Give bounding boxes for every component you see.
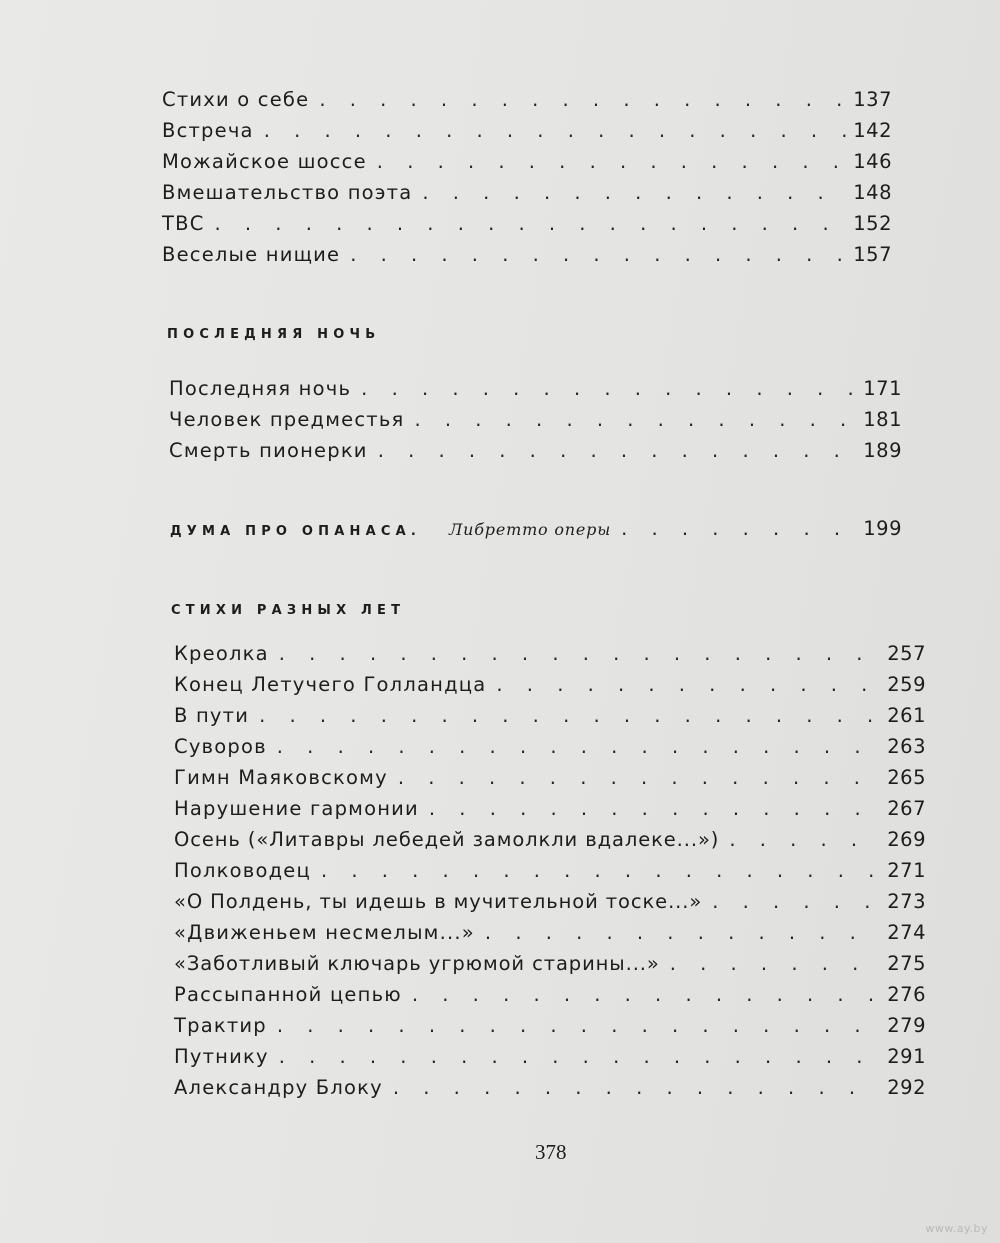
entry-title: Конец Летучего Голландца [174, 673, 487, 696]
toc-group-4 [174, 642, 926, 1107]
dot-leader [729, 828, 881, 851]
entry-title: Человек предместья [169, 408, 405, 431]
toc-entry [174, 952, 926, 983]
dot-leader [412, 983, 881, 1006]
dot-leader [361, 377, 857, 400]
dot-leader [277, 735, 881, 758]
entry-title: «О Полдень, ты идешь в мучительной тоске...» [174, 890, 703, 913]
toc-entry [174, 983, 926, 1014]
dot-leader [378, 439, 858, 462]
dot-leader [712, 890, 881, 913]
toc-group-2 [169, 377, 902, 470]
entry-title: Встреча [162, 119, 254, 142]
entry-page: 269 [887, 828, 926, 851]
dot-leader [321, 859, 881, 882]
dot-leader [414, 408, 857, 431]
toc-entry [162, 212, 892, 243]
toc-entry [174, 859, 926, 890]
entry-title: Последняя ночь [169, 377, 352, 400]
section-heading: СТИХИ РАЗНЫХ ЛЕТ [171, 603, 406, 618]
entry-title: «Заботливый ключарь угрюмой старины...» [174, 952, 660, 975]
entry-page: 189 [863, 439, 902, 462]
entry-title: Трактир [174, 1014, 267, 1037]
dot-leader [429, 797, 881, 820]
entry-title: Гимн Маяковскому [174, 766, 388, 789]
entry-page: 292 [887, 1076, 926, 1099]
entry-page: 279 [887, 1014, 926, 1037]
entry-page: 261 [887, 704, 926, 727]
toc-entry [174, 797, 926, 828]
entry-title: Рассыпанной цепью [174, 983, 402, 1006]
entry-title: Путнику [174, 1045, 269, 1068]
entry-page: 259 [887, 673, 926, 696]
entry-page: 291 [887, 1045, 926, 1068]
toc-group-1 [162, 88, 892, 274]
entry-page: 181 [863, 408, 902, 431]
toc-entry [170, 517, 902, 548]
entry-title: Можайское шоссе [162, 150, 367, 173]
toc-entry [174, 642, 926, 673]
dot-leader [496, 673, 881, 696]
watermark: www.ay.by [925, 1222, 988, 1235]
dot-leader [319, 88, 847, 111]
toc-entry [162, 119, 892, 150]
dot-leader [398, 766, 881, 789]
entry-page: 157 [853, 243, 892, 266]
toc-entry [169, 439, 902, 470]
dot-leader [279, 1045, 882, 1068]
toc-entry [174, 766, 926, 797]
toc-entry [174, 735, 926, 766]
entry-page: 152 [853, 212, 892, 235]
toc-entry [174, 921, 926, 952]
entry-subtitle: Либретто оперы [448, 520, 612, 539]
entry-title: В пути [174, 704, 250, 727]
entry-page: 148 [853, 181, 892, 204]
toc-entry [169, 377, 902, 408]
toc-entry [174, 704, 926, 735]
toc-entry [162, 88, 892, 119]
entry-title: Креолка [174, 642, 269, 665]
entry-page: 263 [887, 735, 926, 758]
toc-entry [174, 1014, 926, 1045]
entry-page: 276 [887, 983, 926, 1006]
entry-page: 271 [887, 859, 926, 882]
toc-group-3 [170, 517, 902, 548]
toc-entry [162, 243, 892, 274]
entry-page: 265 [887, 766, 926, 789]
entry-page: 257 [887, 642, 926, 665]
dot-leader [277, 1014, 881, 1037]
entry-title: Суворов [174, 735, 267, 758]
entry-page: 137 [853, 88, 892, 111]
section-heading: ПОСЛЕДНЯЯ НОЧЬ [167, 327, 381, 342]
entry-title: Нарушение гармонии [174, 797, 419, 820]
entry-page: 273 [887, 890, 926, 913]
toc-entry [162, 181, 892, 212]
dot-leader [393, 1076, 881, 1099]
toc-entry [174, 673, 926, 704]
entry-page: 146 [853, 150, 892, 173]
entry-page: 171 [863, 377, 902, 400]
toc-entry [174, 1076, 926, 1107]
entry-title: «Движеньем несмелым...» [174, 921, 475, 944]
entry-title: Полководец [174, 859, 311, 882]
dot-leader [279, 642, 882, 665]
toc-entry [174, 1045, 926, 1076]
entry-title: Александру Блоку [174, 1076, 383, 1099]
toc-entry [169, 408, 902, 439]
dot-leader [377, 150, 847, 173]
entry-title: Стихи о себе [162, 88, 310, 111]
dot-leader [259, 704, 881, 727]
entry-title: Осень («Литавры лебедей замолкли вдалеке...») [174, 828, 720, 851]
dot-leader [215, 212, 848, 235]
toc-entry [162, 150, 892, 181]
dot-leader [422, 181, 847, 204]
entry-page: 274 [887, 921, 926, 944]
entry-title: Вмешательство поэта [162, 181, 413, 204]
toc-entry [174, 890, 926, 921]
dot-leader [670, 952, 882, 975]
dot-leader [350, 243, 847, 266]
dot-leader [485, 921, 881, 944]
entry-page: 275 [887, 952, 926, 975]
dot-leader [264, 119, 848, 142]
entry-page: 142 [853, 119, 892, 142]
toc-entry [174, 828, 926, 859]
entry-title: Веселые нищие [162, 243, 341, 266]
dot-leader [621, 517, 857, 540]
page-number: 378 [535, 1140, 567, 1164]
entry-title: Смерть пионерки [169, 439, 368, 462]
section-heading-inline: ДУМА ПРО ОПАНАСА. [170, 524, 421, 539]
entry-page: 199 [863, 517, 902, 540]
entry-page: 267 [887, 797, 926, 820]
entry-title: ТВС [162, 212, 205, 235]
